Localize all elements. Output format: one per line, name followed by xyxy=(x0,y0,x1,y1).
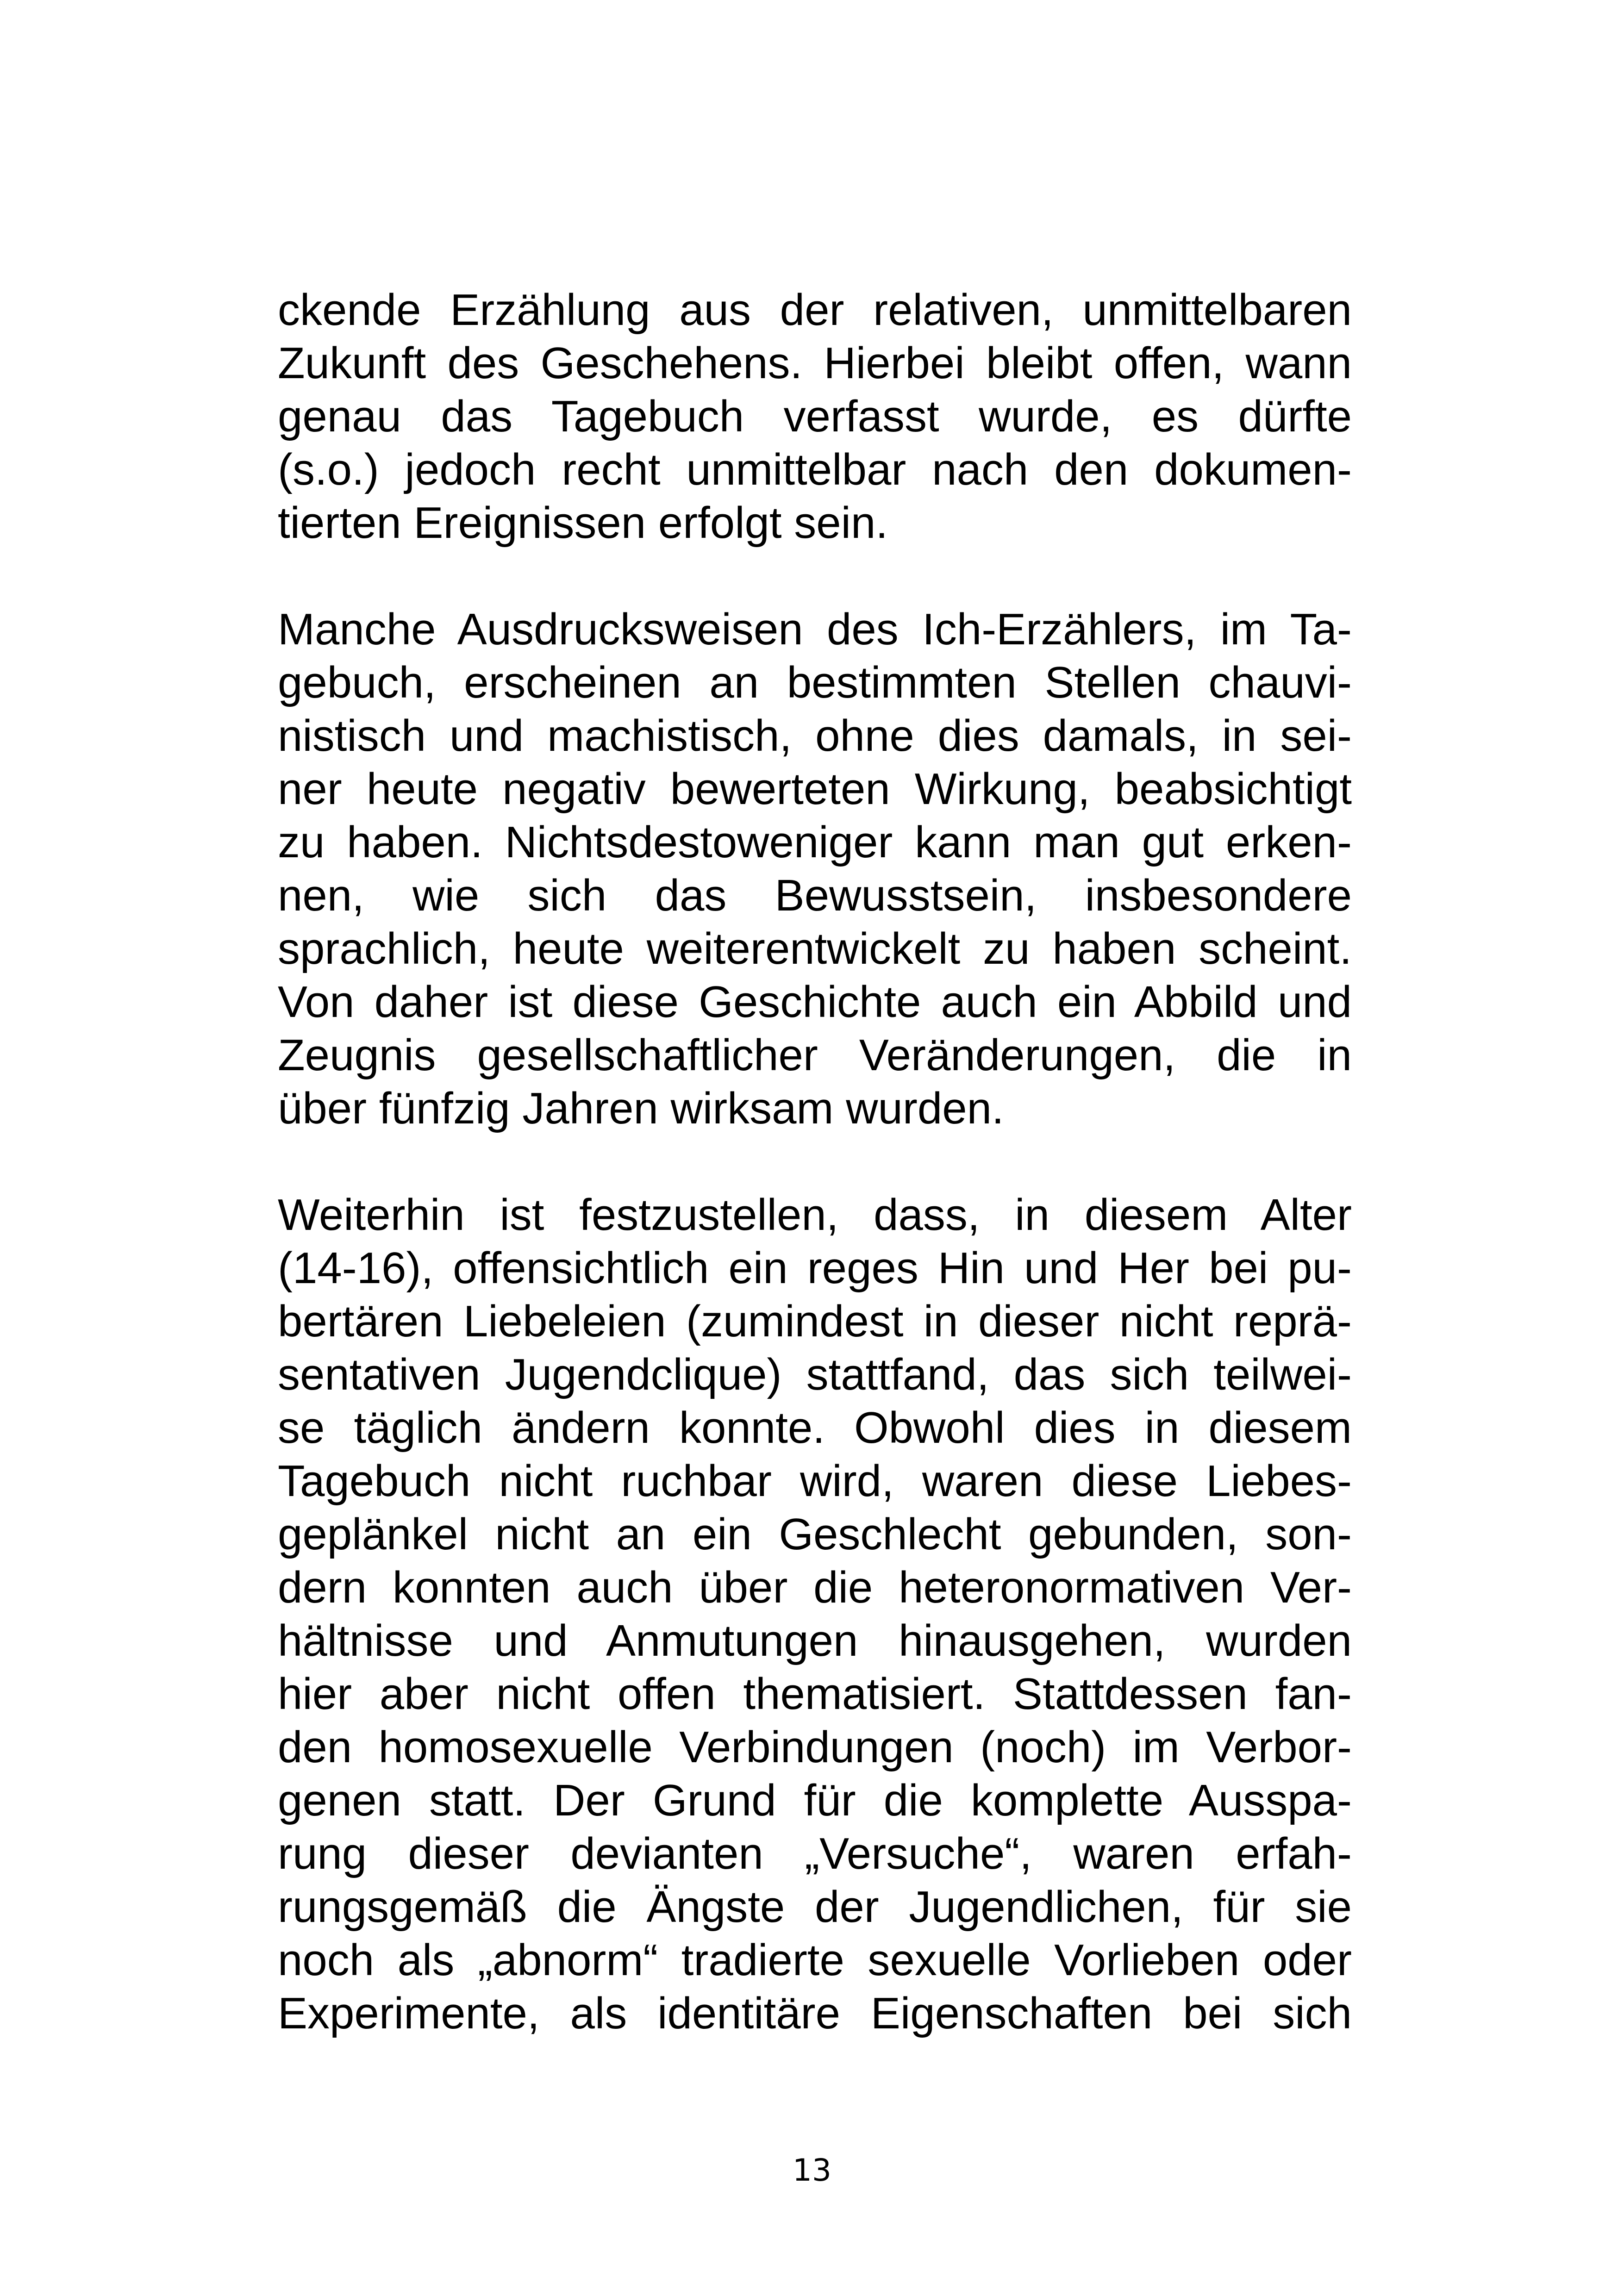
text-line: (14-16), offensichtlich ein reges Hin und Her bei pu- xyxy=(278,1243,1352,1293)
text-line: rung dieser devianten „Versuche“, waren erfah- xyxy=(278,1829,1352,1878)
paragraph-3 xyxy=(278,1188,1352,2040)
text-line: se täglich ändern konnte. Obwohl dies in diesem xyxy=(278,1403,1352,1453)
text-line: hier aber nicht offen thematisiert. Stattdessen fan- xyxy=(278,1669,1352,1719)
text-line: sentativen Jugendclique) stattfand, das sich teilwei- xyxy=(278,1350,1352,1399)
text-line: dern konnten auch über die heteronormativen Ver- xyxy=(278,1563,1352,1612)
text-line: bertären Liebeleien (zumindest in dieser nicht reprä- xyxy=(278,1297,1352,1346)
text-line: über fünfzig Jahren wirksam wurden. xyxy=(278,1084,1004,1133)
text-line: Zukunft des Geschehens. Hierbei bleibt offen, wann xyxy=(278,338,1352,388)
paragraph-1 xyxy=(278,283,1352,549)
text-line: Tagebuch nicht ruchbar wird, waren diese Liebes- xyxy=(278,1456,1352,1506)
paragraph-2 xyxy=(278,603,1352,1135)
text-line: nistisch und machistisch, ohne dies damals, in sei- xyxy=(278,711,1352,761)
text-line: gebuch, erscheinen an bestimmten Stellen chauvi- xyxy=(278,658,1352,707)
text-line: hältnisse und Anmutungen hinausgehen, wurden xyxy=(278,1616,1352,1665)
text-line: rungsgemäß die Ängste der Jugendlichen, für sie xyxy=(278,1882,1352,1932)
text-line: Manche Ausdrucksweisen des Ich-Erzählers, im Ta- xyxy=(278,605,1352,654)
text-line: genau das Tagebuch verfasst wurde, es dürfte xyxy=(278,392,1352,441)
text-line: genen statt. Der Grund für die komplette Ausspa- xyxy=(278,1776,1352,1825)
text-line: Experimente, als identitäre Eigenschaften bei sich xyxy=(278,1989,1352,2038)
text-line: Von daher ist diese Geschichte auch ein Abbild und xyxy=(278,977,1352,1027)
text-line: sprachlich, heute weiterentwickelt zu haben scheint. xyxy=(278,924,1352,973)
text-line: den homosexuelle Verbindungen (noch) im Verbor- xyxy=(278,1722,1352,1772)
text-line: ner heute negativ bewerteten Wirkung, beabsichtigt xyxy=(278,764,1352,814)
page-number: 13 xyxy=(793,2152,831,2188)
text-line: (s.o.) jedoch recht unmittelbar nach den dokumen- xyxy=(278,445,1352,494)
text-line: Zeugnis gesellschaftlicher Veränderungen, die in xyxy=(278,1030,1352,1080)
text-line: Weiterhin ist festzustellen, dass, in diesem Alter xyxy=(278,1190,1352,1240)
text-line: geplänkel nicht an ein Geschlecht gebunden, son- xyxy=(278,1509,1352,1559)
text-line: tierten Ereignissen erfolgt sein. xyxy=(278,498,888,548)
text-line: zu haben. Nichtsdestoweniger kann man gut erken- xyxy=(278,817,1352,867)
text-line: nen, wie sich das Bewusstsein, insbesondere xyxy=(278,871,1352,920)
text-line: noch als „abnorm“ tradierte sexuelle Vorlieben oder xyxy=(278,1935,1352,1985)
text-line: ckende Erzählung aus der relativen, unmittelbaren xyxy=(278,285,1352,335)
